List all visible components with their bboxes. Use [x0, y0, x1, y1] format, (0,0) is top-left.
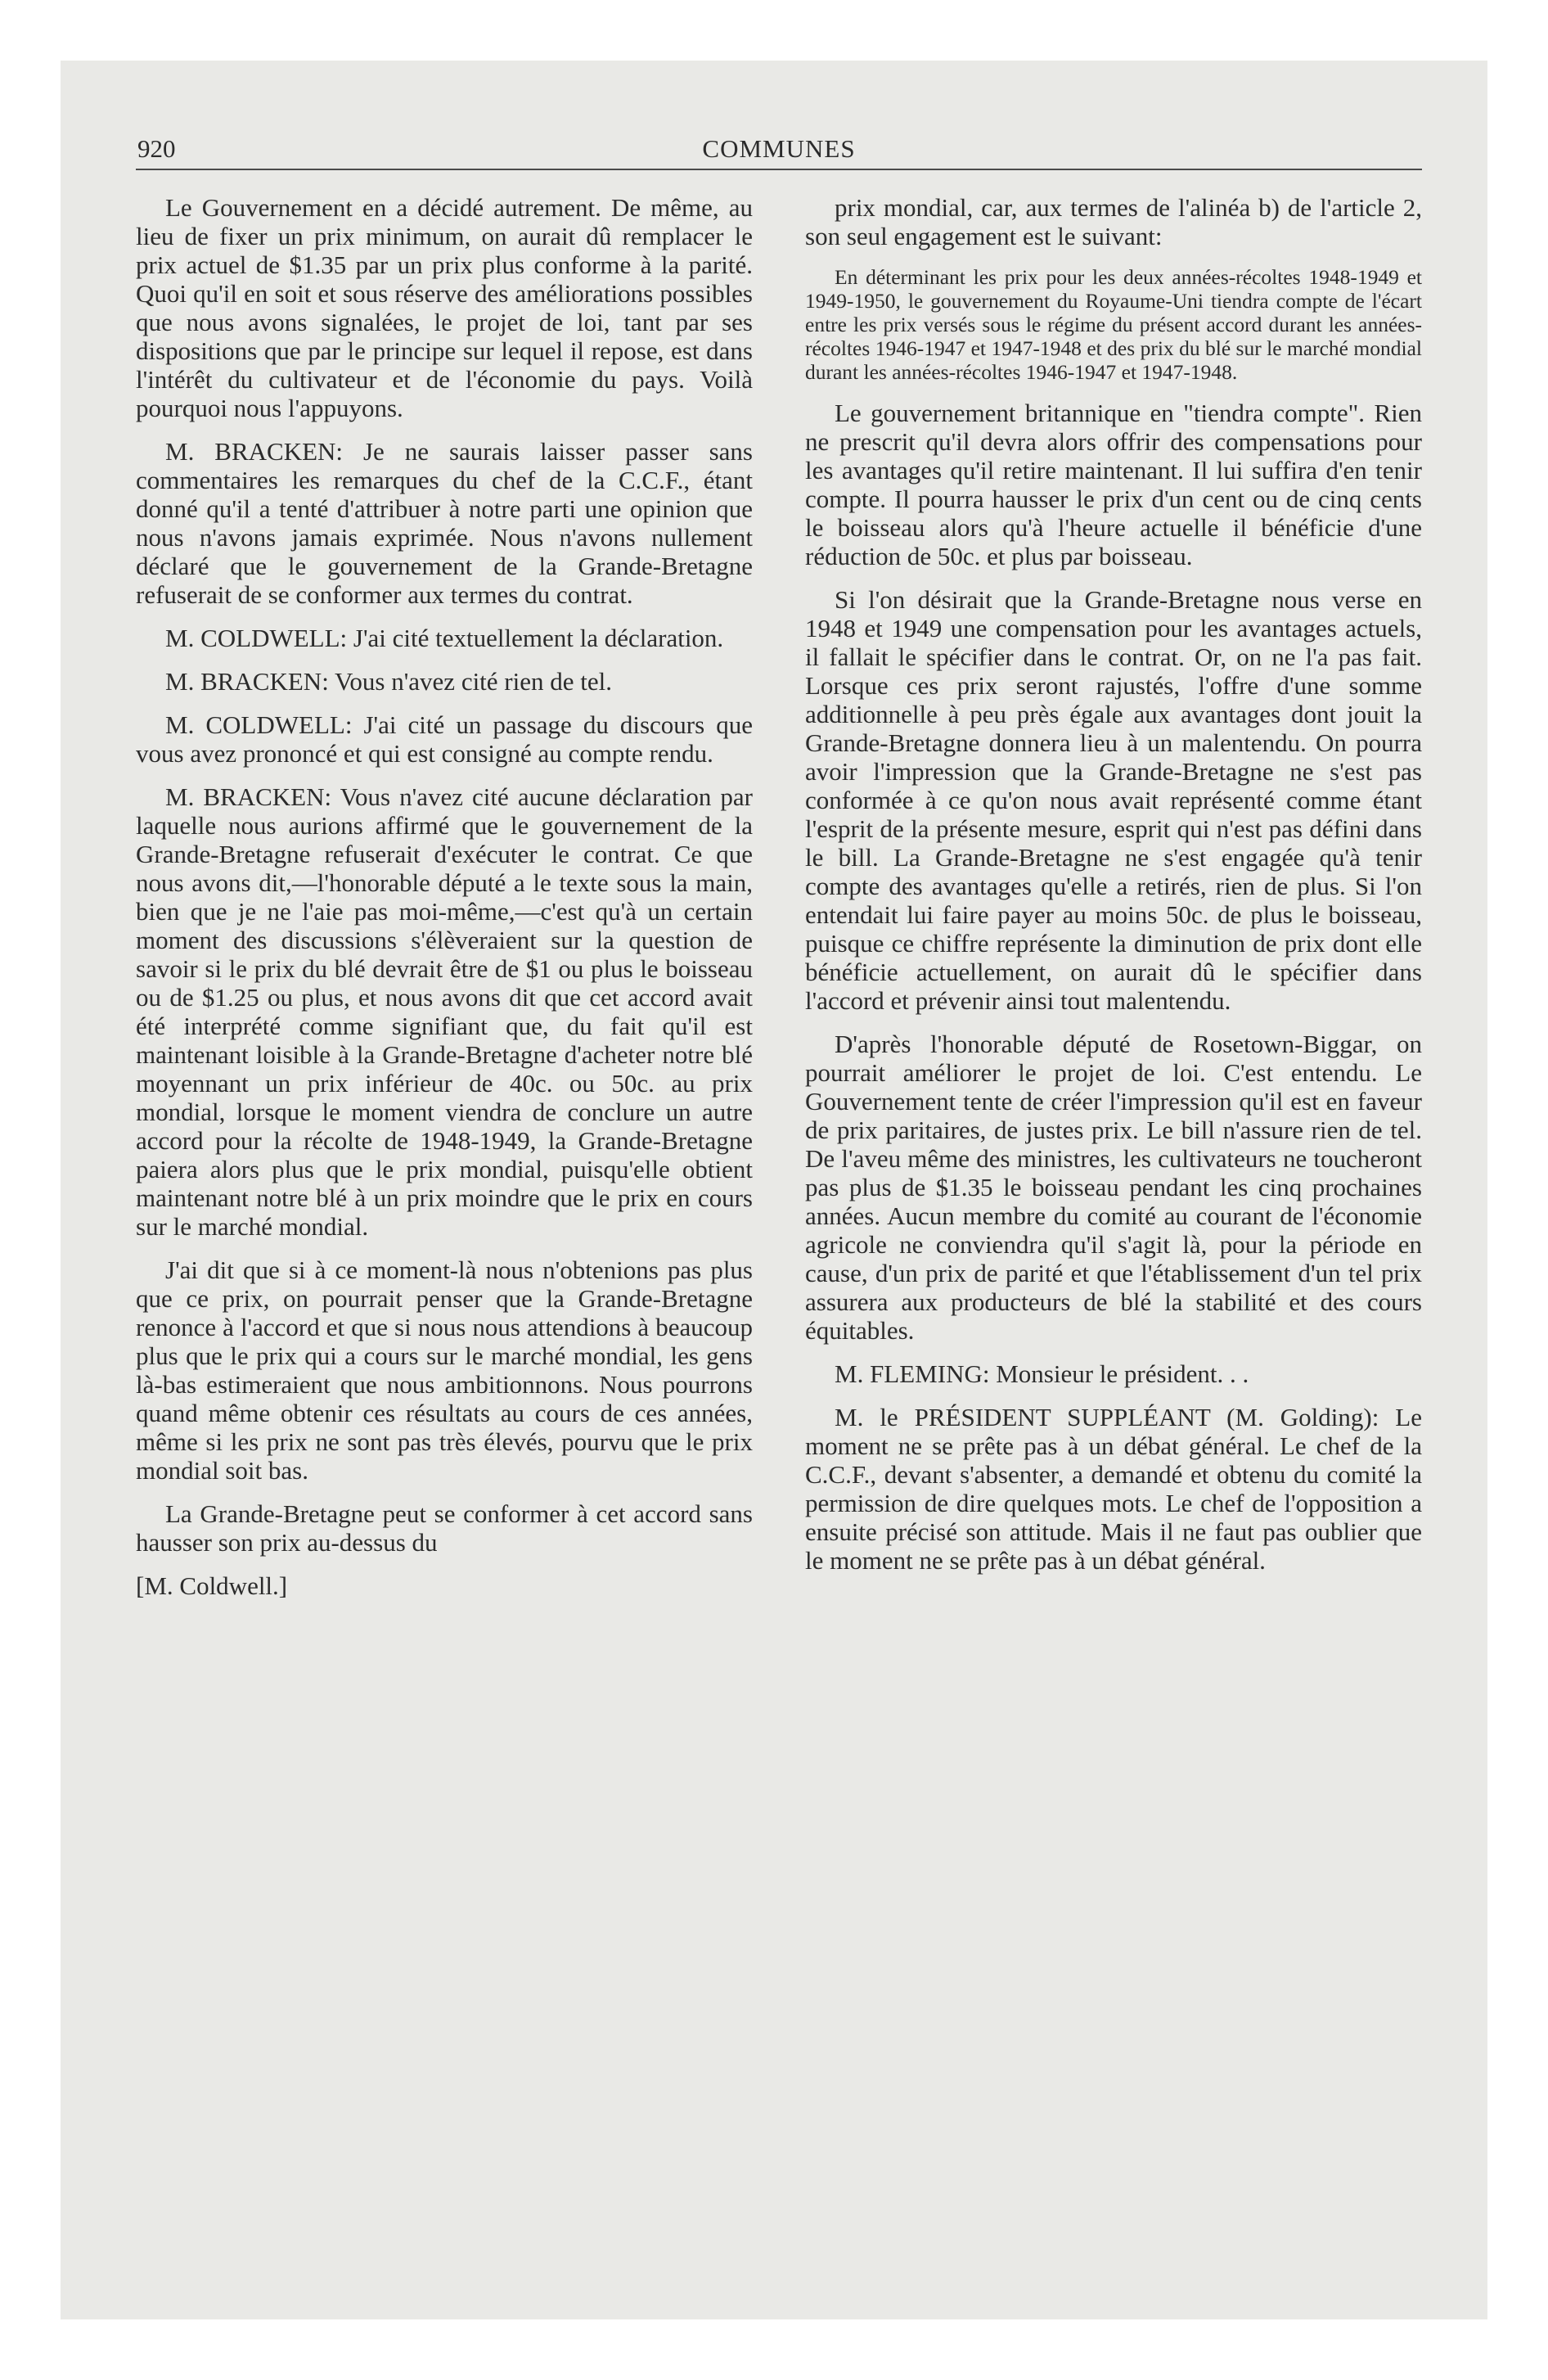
paragraph: Le gouvernement britannique en "tiendra compte". Rien ne prescrit qu'il devra alors offrir des compensations pour les avantages qu'il retire maintenant. Il lui suffira d'en tenir compte. Il pourra hausser le prix d'un cent ou de cinq cents le boisseau alors qu'à l'heure actuelle il bénéficie d'une réduction de 50c. et plus par boisseau. — [805, 399, 1422, 570]
paragraph: La Grande-Bretagne peut se conformer à cet accord sans hausser son prix au-dessus du — [136, 1499, 753, 1557]
page-content — [136, 133, 1422, 1615]
paragraph: J'ai dit que si à ce moment-là nous n'obtenions pas plus que ce prix, on pourrait penser que la Grande-Bretagne renonce à l'accord et que si nous nous attendions à beaucoup plus que le prix qui a cours sur le marché mondial, les gens là-bas estimeraient que nous ambitionnons. Nous pourrons quand même obtenir ces résultats au cours de ces années, même si les prix ne sont pas très élevés, pourvu que le prix mondial soit bas. — [136, 1255, 753, 1485]
paragraph: prix mondial, car, aux termes de l'alinéa b) de l'article 2, son seul engagement est le suivant: — [805, 193, 1422, 250]
paragraph: M. BRACKEN: Vous n'avez cité aucune déclaration par laquelle nous aurions affirmé que le gouvernement de la Grande-Bretagne refuserait d'exécuter le contrat. Ce que nous avons dit,—l'honorable député a le texte sous la main, bien que je ne l'aie pas moi-même,—c'est qu'à un certain moment des discussions s'élèveraient sur la question de savoir si le prix du blé devrait être de $1 ou plus le boisseau ou de $1.25 ou plus, et nous avons dit que cet accord avait été interprété comme signifiant que, du fait qu'il est maintenant loisible à la Grande-Bretagne d'acheter notre blé moyennant un prix inférieur de 40c. ou 50c. au prix mondial, lorsque le moment viendra de conclure un autre accord pour la récolte de 1948-1949, la Grande-Bretagne paiera alors plus que le prix mondial, puisqu'elle obtient maintenant notre blé à un prix moindre que le prix en cours sur le marché mondial. — [136, 782, 753, 1241]
page-sheet — [61, 61, 1487, 2319]
quoted-clause: En déterminant les prix pour les deux années-récoltes 1948-1949 et 1949-1950, le gouvernement du Royaume-Uni tiendra compte de l'écart entre les prix versés sous le régime du présent accord durant les années-récoltes 1946-1947 et 1947-1948 et des prix du blé sur le marché mondial durant les années-récoltes 1946-1947 et 1947-1948. — [805, 265, 1422, 384]
paragraph: Le Gouvernement en a décidé autrement. De même, au lieu de fixer un prix minimum, on aurait dû remplacer le prix actuel de $1.35 par un prix plus conforme à la parité. Quoi qu'il en soit et sous réserve des améliorations possibles que nous avons signalées, le projet de loi, tant par ses dispositions que par le principe sur lequel il repose, est dans l'intérêt du cultivateur et de l'économie du pays. Voilà pourquoi nous l'appuyons. — [136, 193, 753, 422]
page-header — [136, 133, 1422, 170]
paragraph: M. BRACKEN: Je ne saurais laisser passer sans commentaires les remarques du chef de la C.C.F., étant donné qu'il a tenté d'attribuer à notre parti une opinion que nous n'avons jamais exprimée. Nous n'avons nullement déclaré que le gouvernement de la Grande-Bretagne refuserait de se conformer aux termes du contrat. — [136, 437, 753, 609]
paragraph: M. COLDWELL: J'ai cité un passage du discours que vous avez prononcé et qui est consigné au compte rendu. — [136, 710, 753, 768]
speaker-signature: [M. Coldwell.] — [136, 1571, 288, 1600]
paragraph: M. BRACKEN: Vous n'avez cité rien de tel. — [165, 667, 612, 696]
left-column — [136, 193, 753, 1615]
right-column — [805, 193, 1422, 1615]
paragraph: M. FLEMING: Monsieur le président. . . — [835, 1359, 1249, 1388]
page-number: 920 — [137, 134, 176, 163]
paragraph: M. le PRÉSIDENT SUPPLÉANT (M. Golding): Le moment ne se prête pas à un débat général. Le chef de la C.C.F., devant s'absenter, a demandé et obtenu du comité la permission de dire quelques mots. Le chef de l'opposition a ensuite précisé son attitude. Mais il ne faut pas oublier que le moment ne se prête pas à un débat général. — [805, 1403, 1422, 1575]
paragraph: Si l'on désirait que la Grande-Bretagne nous verse en 1948 et 1949 une compensation pour les avantages actuels, il fallait le spécifier dans le contrat. Or, on ne l'a pas fait. Lorsque ces prix seront rajustés, l'offre d'une somme additionnelle à peu près égale aux avantages dont jouit la Grande-Bretagne donnera lieu à un malentendu. On pourra avoir l'impression que la Grande-Bretagne ne s'est pas conformée à ce qu'on nous avait représenté comme étant l'esprit de la présente mesure, esprit qui n'est pas défini dans le bill. La Grande-Bretagne ne s'est engagée qu'à tenir compte des avantages qu'elle a retirés, rien de plus. Si l'on entendait lui faire payer au moins 50c. de plus le boisseau, puisque ce chiffre représente la diminution de prix dont elle bénéficie actuellement, on aurait dû le spécifier dans l'accord et prévenir ainsi tout malentendu. — [805, 585, 1422, 1015]
paragraph: M. COLDWELL: J'ai cité textuellement la déclaration. — [165, 624, 724, 652]
running-head: COMMUNES — [702, 134, 856, 163]
paragraph: D'après l'honorable député de Rosetown-Biggar, on pourrait améliorer le projet de loi. C'est entendu. Le Gouvernement tente de créer l'impression qu'il est en faveur de prix paritaires, de justes prix. Le bill n'assure rien de tel. De l'aveu même des ministres, les cultivateurs ne toucheront pas plus de $1.35 le boisseau pendant les cinq prochaines années. Aucun membre du comité au courant de l'économie agricole ne conviendra qu'il s'agit là, pour la période en cause, d'un prix de parité et que l'établissement d'un tel prix assurera aux producteurs de blé la stabilité et des cours équitables. — [805, 1030, 1422, 1345]
text-columns — [136, 193, 1422, 1615]
